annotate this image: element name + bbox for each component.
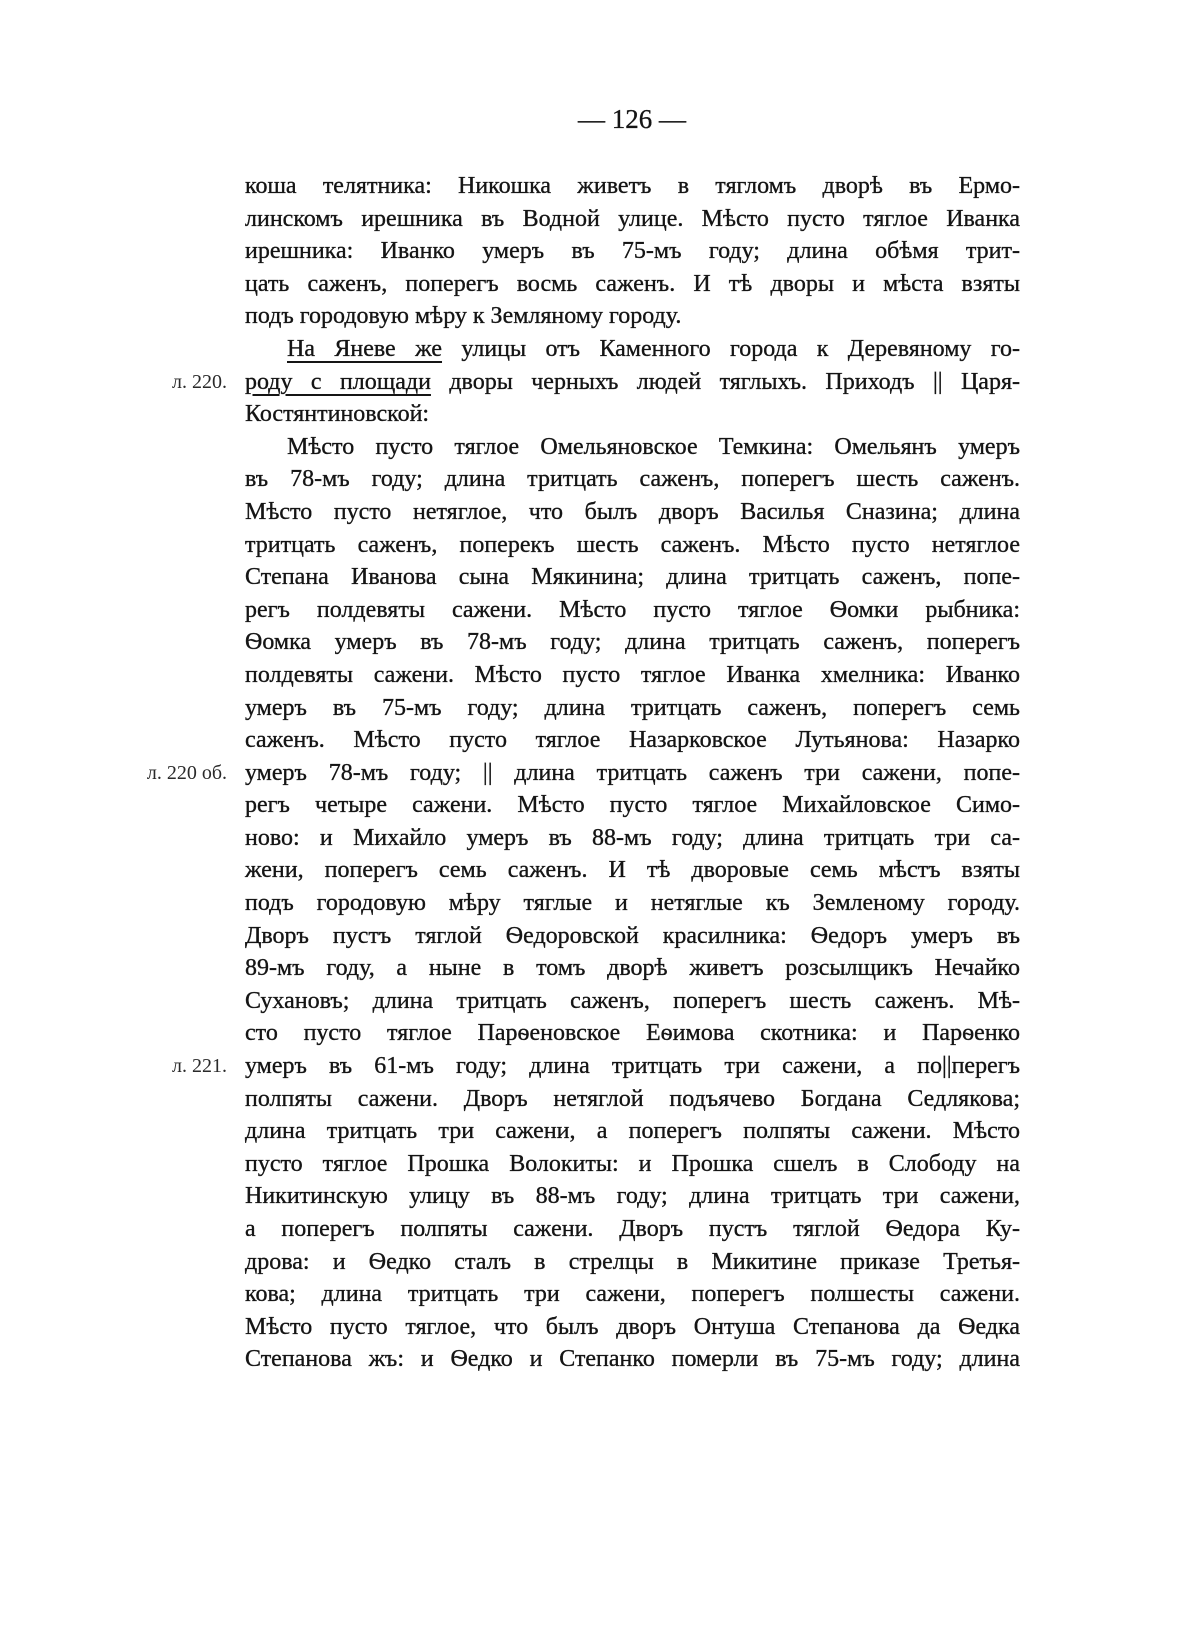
text-line: тритцать саженъ, поперекъ шесть саженъ. Мѣсто пусто нетяглое (245, 531, 1020, 558)
text-line: а поперегъ полпяты сажени. Дворъ пустъ тяглой Ѳедора Ку- (245, 1216, 1020, 1242)
text-line: регъ четыре сажени. Мѣсто пусто тяглое Михайловское Симо- (245, 792, 1020, 819)
page-number: — 126 — (578, 104, 686, 134)
text-line: линскомъ ирешника въ Водной улице. Мѣсто пусто тяглое Иванка (245, 205, 1020, 232)
line-text: умеръ 78-мъ году; || длина тритцать саженъ три сажени, попе- (245, 759, 1020, 786)
text-line: кова; длина тритцать три сажени, поперегъ полшесты сажени. (245, 1281, 1020, 1308)
text-line: пусто тяглое Прошка Волокиты: и Прошка сшелъ в Слободу на (245, 1150, 1020, 1177)
text-line: жени, поперегъ семь саженъ. И тѣ дворовые семь мѣстъ взяты (245, 857, 1020, 884)
folio-note: л. 220. (172, 370, 227, 393)
text-line: подъ городовую мѣру к Земляному городу. (245, 303, 682, 330)
text-line: Мѣсто пусто тяглое Омельяновское Темкина: Омельянъ умеръ (287, 433, 1020, 460)
text-line: Сухановъ; длина тритцать саженъ, поперегъ шесть саженъ. Мѣ- (245, 987, 1020, 1014)
underlined-phrase: На Яневе же (287, 335, 443, 362)
text-line (172, 1050, 1020, 1083)
text-line: Костянтиновской: (245, 401, 430, 428)
text-line: полпяты сажени. Дворъ нетяглой подъячево Богдана Седлякова; (245, 1085, 1020, 1112)
text-line: Ѳомка умеръ въ 78-мъ году; длина тритцать саженъ, поперегъ (245, 629, 1020, 656)
text-line: Степанова жъ: и Ѳедко и Степанко померли въ 75-мъ году; длина (245, 1346, 1020, 1373)
text-line: дрова: и Ѳедко сталъ в стрелцы в Микитине приказе Третья- (245, 1248, 1020, 1275)
line-text: умеръ въ 61-мъ году; длина тритцать три сажени, а по||перегъ (245, 1053, 1020, 1080)
underlined-phrase: роду с площади (245, 368, 431, 395)
text-line (146, 757, 1020, 790)
text-line: сто пусто тяглое Парѳеновское Еѳимова скотника: и Парѳенко (245, 1020, 1020, 1047)
text-line: ново: и Михайло умеръ въ 88-мъ году; длина тритцать три са- (245, 824, 1020, 851)
body-text (146, 170, 1021, 1376)
text-line: ирешника: Иванко умеръ въ 75-мъ году; длина обѣмя трит- (245, 238, 1020, 265)
text-line: Степана Иванова сына Мякинина; длина тритцать саженъ, попе- (245, 564, 1020, 591)
folio-note: л. 220 об. (146, 761, 227, 784)
text-line: въ 78-мъ году; длина тритцать саженъ, поперегъ шесть саженъ. (245, 466, 1020, 493)
text-line: цать саженъ, поперегъ восмь саженъ. И тѣ дворы и мѣста взяты (245, 270, 1020, 297)
text-line: Дворъ пустъ тяглой Ѳедоровской красилника: Ѳедоръ умеръ въ (245, 922, 1020, 949)
text-line (172, 366, 1020, 399)
text-line: полдевяты сажени. Мѣсто пусто тяглое Иванка хмелника: Иванко (245, 661, 1020, 688)
text-line: Мѣсто пусто тяглое, что былъ дворъ Онтуша Степанова да Ѳедка (245, 1313, 1020, 1340)
text-line: умеръ въ 75-мъ году; длина тритцать саженъ, поперегъ семь (245, 694, 1020, 721)
text-line: подъ городовую мѣру тяглые и нетяглые къ Земленому городу. (245, 890, 1020, 917)
text-line (245, 333, 1020, 366)
text-line: Мѣсто пусто нетяглое, что былъ дворъ Василья Сназина; длина (245, 498, 1020, 525)
text-line: длина тритцать три сажени, а поперегъ полпяты сажени. Мѣсто (245, 1118, 1020, 1145)
text-line: коша телятника: Никошка живетъ в тягломъ дворѣ въ Ермо- (245, 173, 1020, 199)
folio-note: л. 221. (172, 1055, 227, 1078)
line-text: дворы черныхъ людей тяглыхъ. Приходъ || Царя- (430, 368, 1020, 395)
text-line: Никитинскую улицу въ 88-мъ году; длина тритцать три сажени, (245, 1183, 1020, 1210)
text-line: регъ полдевяты сажени. Мѣсто пусто тяглое Ѳомки рыбника: (245, 596, 1020, 623)
text-line: саженъ. Мѣсто пусто тяглое Назарковское Лутьянова: Назарко (245, 727, 1020, 754)
line-text: улицы отъ Каменного города к Деревяному го- (442, 335, 1021, 362)
text-line: 89-мъ году, а ныне в томъ дворѣ живетъ розсылщикъ Нечайко (245, 955, 1020, 982)
